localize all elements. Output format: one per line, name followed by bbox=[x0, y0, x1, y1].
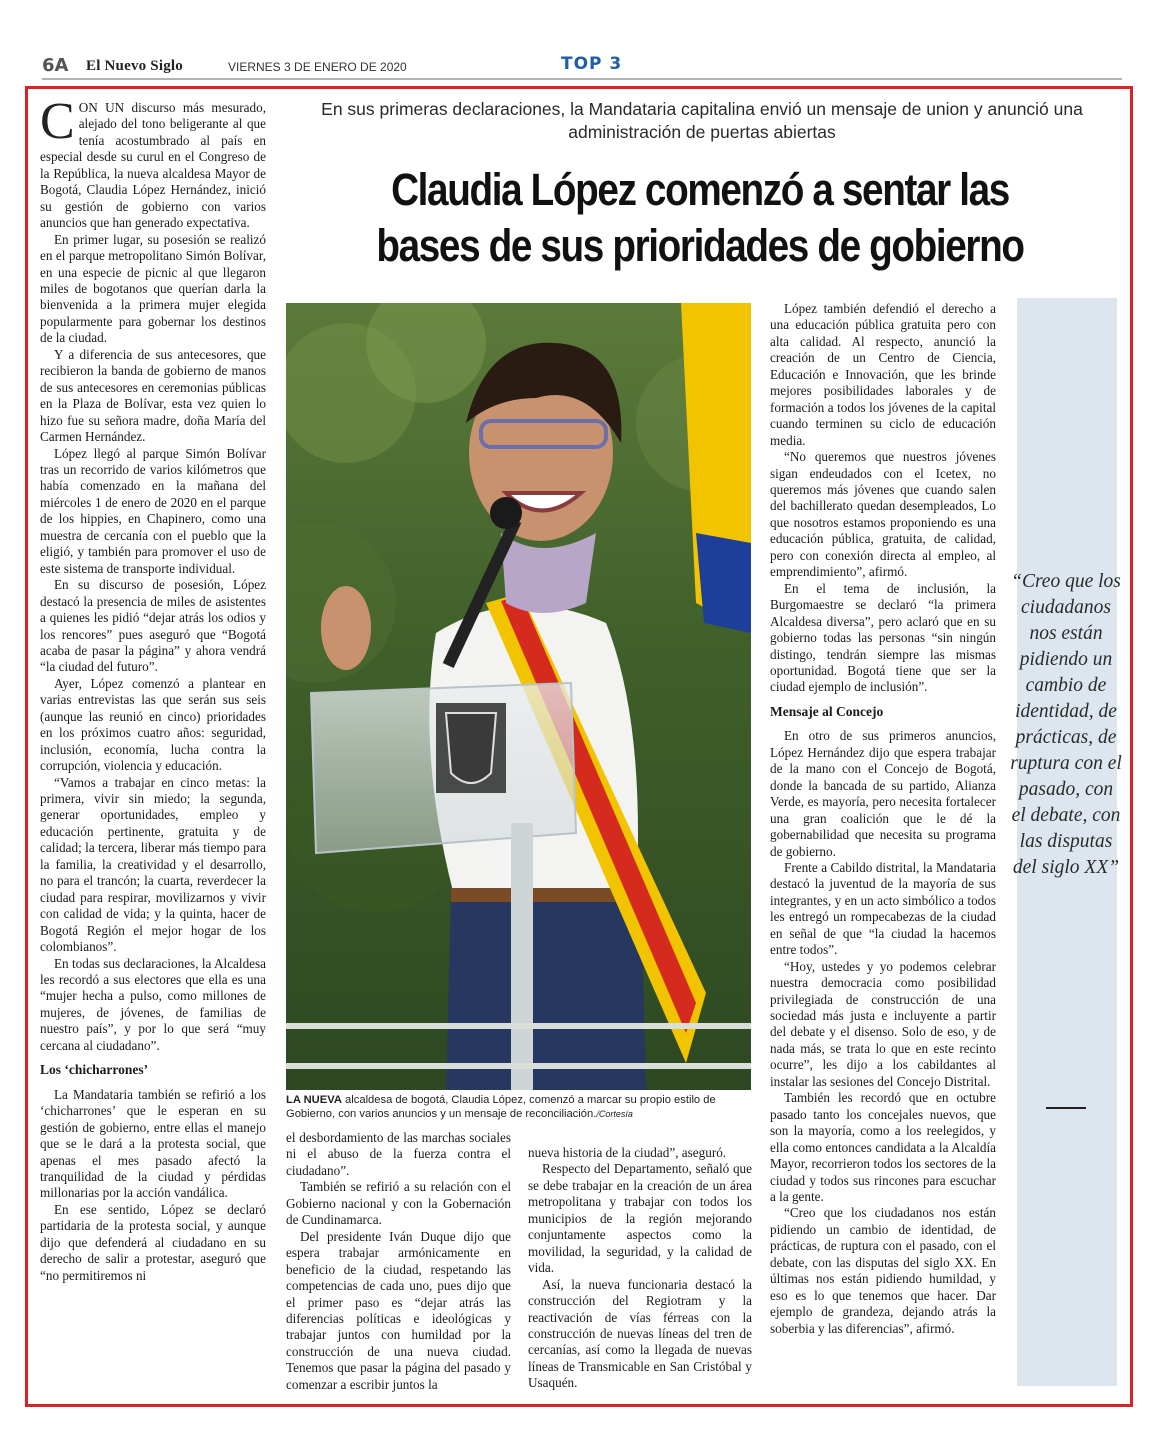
paragraph: “Vamos a trabajar en cinco metas: la primera, vivir sin miedo; la segunda, generar oportunidades, empleo y educación pertinente, gratuita y de calidad; la tercera, liberar más tiempo para la familia, la creatividad y el desarrollo, no para el trancón; la cuarta, reverdecer la ciudad para respirar, movilizarnos y vivir con calidad de vida; y la quinta, hacer de Bogotá Región el mejor hogar de los colombianos”. bbox=[40, 774, 266, 955]
paragraph: Frente a Cabildo distrital, la Mandataria destacó la juventud de la mayoría de sus integrantes, y en un acto simbólico a todos les entregó un rompecabezas de la ciudad en señal de que “la ciudad la hacemos entre todos”. bbox=[770, 859, 996, 958]
paragraph: López llegó al parque Simón Bolívar tras un recorrido de varios kilómetros que había comenzado en la mañana del miércoles 1 de enero de 2020 en el parque de los hippies, en Chapinero, como una muestra de cercanía con el pueblo que la eligió, y también para promover el uso de este sistema de transporte individual. bbox=[40, 445, 266, 576]
newspaper-name: El Nuevo Siglo bbox=[86, 58, 183, 74]
paragraph: La Mandataria también se refirió a los ‘chicharrones’ que le esperan en su gestión de gobierno, entre ellas el manejo que se le dará a la protesta social, que apenas el mes pasado afectó la tranquilidad de la ciudad y pérdidas millonarias por la acción vandálica. bbox=[40, 1086, 266, 1201]
paragraph: En el tema de inclusión, la Burgomaestre se declaró “la primera Alcaldesa diversa”, pero aclaró que en su gobierno todas las personas “sin ningún distingo, tendrán siempre las mismas oportunidad. Bogotá tiene que ser la ciudad ejemplo de inclusión”. bbox=[770, 580, 996, 695]
caption-text: alcaldesa de bogotá, Claudia López, comenzó a marcar su propio estilo de Gobierno, con varios anuncios y un mensaje de reconciliación. bbox=[286, 1094, 716, 1120]
paragraph: el desbordamiento de las marchas sociales ni el abuso de la fuerza contra el ciudadano”. bbox=[286, 1130, 511, 1178]
lead-paragraph bbox=[40, 93, 266, 232]
paragraph: Así, la nueva funcionaria destacó la construcción del Regiotram y la reactivación de vías férreas con la construcción de nuevas líneas del tren de cercanías, así como la llegada de nuevas líneas de Transmicable en San Cristóbal y Usaquén. bbox=[528, 1276, 752, 1391]
photo-claudia-lopez bbox=[286, 303, 751, 1090]
lead-smallcaps: ON UN bbox=[78, 100, 125, 115]
paragraph: En otro de sus primeros anuncios, López Hernández dijo que espera trabajar de la mano con el Concejo de Bogotá, donde la bancada de su partido, Alianza Verde, es mayoría, pero necesita fortalecer una gran coalición que le dé la gobernabilidad que necesita su programa de gobierno. bbox=[770, 728, 996, 859]
photo-caption bbox=[286, 1093, 748, 1121]
subhead-mensaje-concejo: Mensaje al Concejo bbox=[770, 703, 884, 719]
paragraph: Ayer, López comenzó a plantear en varias entrevistas las que serán sus seis (aunque las reunió en cinco) prioridades en los próximos cuatro años: seguridad, inclusión, economía, lucha contra la corrupción, violencia y educación. bbox=[40, 675, 266, 774]
paragraph: También les recordó que en octubre pasado tanto los concejales nuevos, que son la mayoría, como a los reelegidos, y ella como entonces candidata a la Alcaldía Mayor, recorrieron todos los sectores de la ciudad y todos sus rincones para escuchar a la gente. bbox=[770, 1090, 996, 1205]
issue-date: VIERNES 3 DE ENERO DE 2020 bbox=[228, 60, 407, 74]
pull-quote: “Creo que los ciudadanos nos están pidiendo un cambio de identidad, de prácticas, de ruptura con el pasado, con el debate, con las disputas del siglo XX” bbox=[1010, 571, 1122, 878]
page-header bbox=[42, 55, 1122, 81]
caption-lead: LA NUEVA bbox=[286, 1094, 342, 1106]
paragraph: “Hoy, ustedes y yo podemos celebrar nuestra democracia como posibilidad privilegiada de construcción de una sociedad más justa e incluyente a partir del debate y el disenso. Solo de eso, y de nada más, se trata lo que en este recinto ocurre”, les dijo a los cabildantes al instalar las sesiones del Concejo Distrital. bbox=[770, 958, 996, 1089]
page-number: 6A bbox=[42, 55, 69, 76]
paragraph: También se refirió a su relación con el Gobierno nacional y con la Gobernación de Cundinamarca. bbox=[286, 1179, 511, 1228]
article-deck: En sus primeras declaraciones, la Mandataria capitalina envió un mensaje de union y anunció una administración de puertas abiertas bbox=[321, 99, 1083, 142]
column-2 bbox=[286, 1130, 511, 1393]
paragraph: “Creo que los ciudadanos nos están pidiendo un cambio de identidad, de prácticas, de ruptura con el pasado, con el debate, con las disputas del siglo XX. En últimas nos están pidiendo humildad, y eso es lo que tenemos que hacer. Dar ejemplo de grandeza, dejando atrás la soberbia y las diferencias”, afirmó. bbox=[770, 1205, 996, 1336]
column-1 bbox=[40, 93, 266, 1284]
drop-cap: C bbox=[40, 93, 75, 150]
lead-text: discurso más mesurado, alejado del tono beligerante al que tenía acostumbrado al país en especial desde su curul en el Congreso de la República, la nueva alcaldesa Mayor de Bogotá, Claudia López Hernández, inició su gestión de gobierno con varios anuncios que han generado expectativa. bbox=[40, 100, 266, 231]
paragraph: Del presidente Iván Duque dijo que espera trabajar armónicamente en beneficio de la ciudad, respetando las competencias de cada uno, pues dijo que el primer paso es “dejar atrás las diferencias políticas e ideológicas y trabajar juntos con humildad por la construcción de una nueva ciudad. Tenemos que pasar la página del pasado y comenzar a escribir juntos la bbox=[286, 1228, 511, 1392]
paragraph: Respecto del Departamento, señaló que se debe trabajar en la creación de un área metropolitana y trabajar con todos los municipios de la región mejorando conjuntamente aspectos como la movilidad, la seguridad, y la calidad de vida. bbox=[528, 1161, 752, 1276]
pull-quote-rule bbox=[1046, 1107, 1086, 1109]
paragraph: En todas sus declaraciones, la Alcaldesa les recordó a sus electores que ella es una “mujer hecha a pulso, como millones de mujeres, de jóvenes, de familias de nuestro país”, y por lo que será “muy cercana al ciudadano”. bbox=[40, 955, 266, 1053]
column-4 bbox=[770, 301, 996, 1337]
paragraph: Y a diferencia de sus antecesores, que recibieron la banda de gobierno de manos de sus antecesores en ceremonias públicas en la Plaza de Bolívar, esta vez quien lo hizo fue su señora madre, doña María del Carmen Hernández. bbox=[40, 346, 266, 445]
paragraph: En ese sentido, López se declaró partidaria de la protesta social, y aunque dijo que defenderá al ciudadano en su derecho de salir a protestar, aseguró que “no permitiremos ni bbox=[40, 1201, 266, 1283]
photo-illustration bbox=[286, 303, 751, 1090]
article-headline: Claudia López comenzó a sentar las bases de sus prioridades de gobierno bbox=[376, 164, 1024, 271]
header-rule bbox=[42, 78, 1122, 80]
subhead-chicharrones: Los ‘chicharrones’ bbox=[40, 1062, 149, 1078]
paragraph: López también defendió el derecho a una educación pública gratuita pero con alta calidad. Al respecto, anunció la creación de un Centro de Ciencia, Educación e Innovación, que les brinde mejores posibilidades laborales y de formación a todos los jóvenes de la capital cuando terminen su ciclo de educación media. bbox=[770, 301, 996, 448]
paragraph: “No queremos que nuestros jóvenes sigan endeudados con el Icetex, no queremos más jóvenes que cuando salen del bachillerato quedan desempleados, Lo que nosotros estamos proponiendo es una educación pública, gratuita, de calidad, pero con conexión directa al empleo, al emprendimiento”, afirmó. bbox=[770, 449, 996, 580]
paragraph: En primer lugar, su posesión se realizó en el parque metropolitano Simón Bolívar, en una especie de picnic al que llegaron miles de bogotanos que querían darla la bienvenida a la primera mujer elegida popularmente para gobernar los destinos de la ciudad. bbox=[40, 231, 266, 346]
photo-credit: /Cortesía bbox=[596, 1109, 633, 1119]
paragraph: nueva historia de la ciudad”, aseguró. bbox=[528, 1145, 727, 1160]
column-3 bbox=[528, 1145, 752, 1392]
section-label: TOP 3 bbox=[561, 54, 623, 74]
paragraph: En su discurso de posesión, López destacó la presencia de miles de asistentes a quienes les pidió “dejar atrás los odios y los rencores” pues aseguró que “Bogotá acaba de pasar la página” y ahora vendrá “la ciudad del futuro”. bbox=[40, 577, 266, 675]
